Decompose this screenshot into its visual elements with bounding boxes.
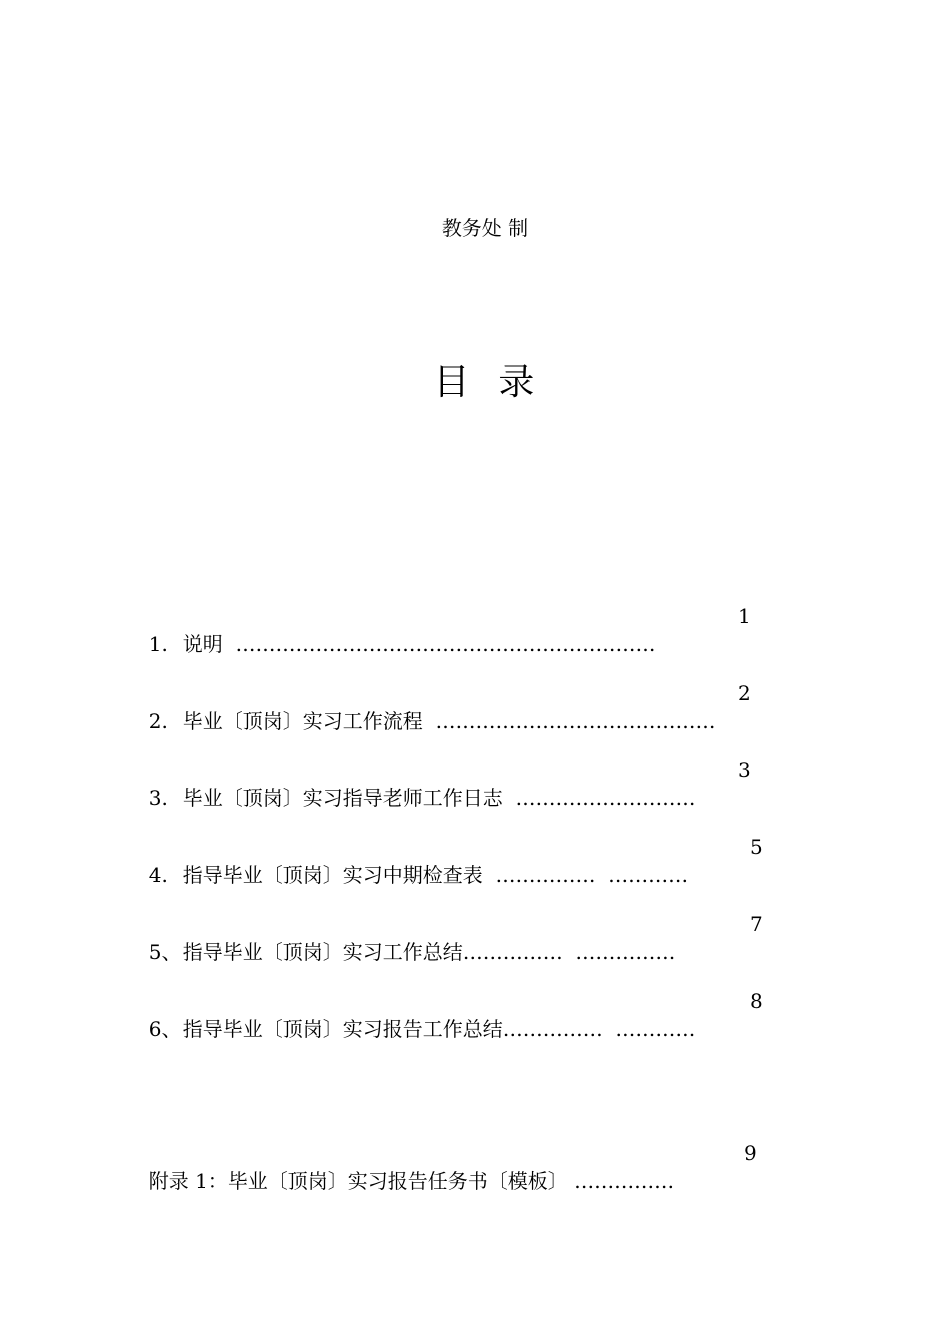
toc-entry[interactable]	[136, 756, 695, 812]
toc-entry-number: 3.	[148, 786, 168, 810]
toc-entry-number: 4.	[148, 863, 168, 887]
toc-entry-number: 2.	[148, 709, 168, 733]
toc-entry-page: 3	[738, 758, 751, 782]
toc-entry-page: 8	[750, 989, 763, 1013]
toc-entry-leader: ………………………	[515, 786, 696, 810]
toc-entry-leader: …………… …………	[502, 1017, 696, 1041]
toc-entry[interactable]	[136, 602, 655, 658]
appendix-title: 毕业〔顶岗〕实习报告任务书〔模板〕	[227, 1169, 568, 1193]
appendix-page: 9	[744, 1141, 757, 1165]
toc-appendix-entry[interactable]	[136, 1139, 674, 1195]
toc-entry-title: 指导毕业〔顶岗〕实习中期检查表	[182, 863, 483, 887]
toc-entry-number: 6、	[148, 1017, 182, 1041]
toc-entry-page: 1	[738, 604, 751, 628]
toc-entry-number: 5、	[148, 940, 182, 964]
toc-entry[interactable]	[136, 679, 715, 735]
toc-entry[interactable]	[136, 987, 695, 1043]
toc-entry-page: 2	[738, 681, 751, 705]
toc-entry-title: 毕业〔顶岗〕实习指导老师工作日志	[182, 786, 503, 810]
toc-entry-page: 7	[750, 912, 763, 936]
toc-entry[interactable]	[136, 833, 688, 889]
toc-entry-leader: …………… ……………	[462, 940, 676, 964]
toc-entry[interactable]	[136, 910, 675, 966]
toc-entry-leader: ……………………………………	[435, 709, 716, 733]
appendix-leader: ……………	[574, 1169, 675, 1193]
toc-entry-title: 说明	[182, 632, 223, 656]
toc-entry-title: 指导毕业〔顶岗〕实习工作总结	[182, 940, 463, 964]
toc-entry-page: 5	[750, 835, 763, 859]
issuer-label: 教务处 制	[441, 216, 529, 240]
toc-entry-leader: ………………………………………………………	[235, 632, 656, 656]
toc-title: 目 录	[433, 362, 537, 403]
toc-entry-title: 毕业〔顶岗〕实习工作流程	[182, 709, 423, 733]
toc-entry-number: 1.	[148, 632, 168, 656]
toc-entry-title: 指导毕业〔顶岗〕实习报告工作总结	[182, 1017, 503, 1041]
toc-entry-leader: …………… …………	[495, 863, 689, 887]
appendix-label: 附录 1：	[148, 1169, 228, 1193]
